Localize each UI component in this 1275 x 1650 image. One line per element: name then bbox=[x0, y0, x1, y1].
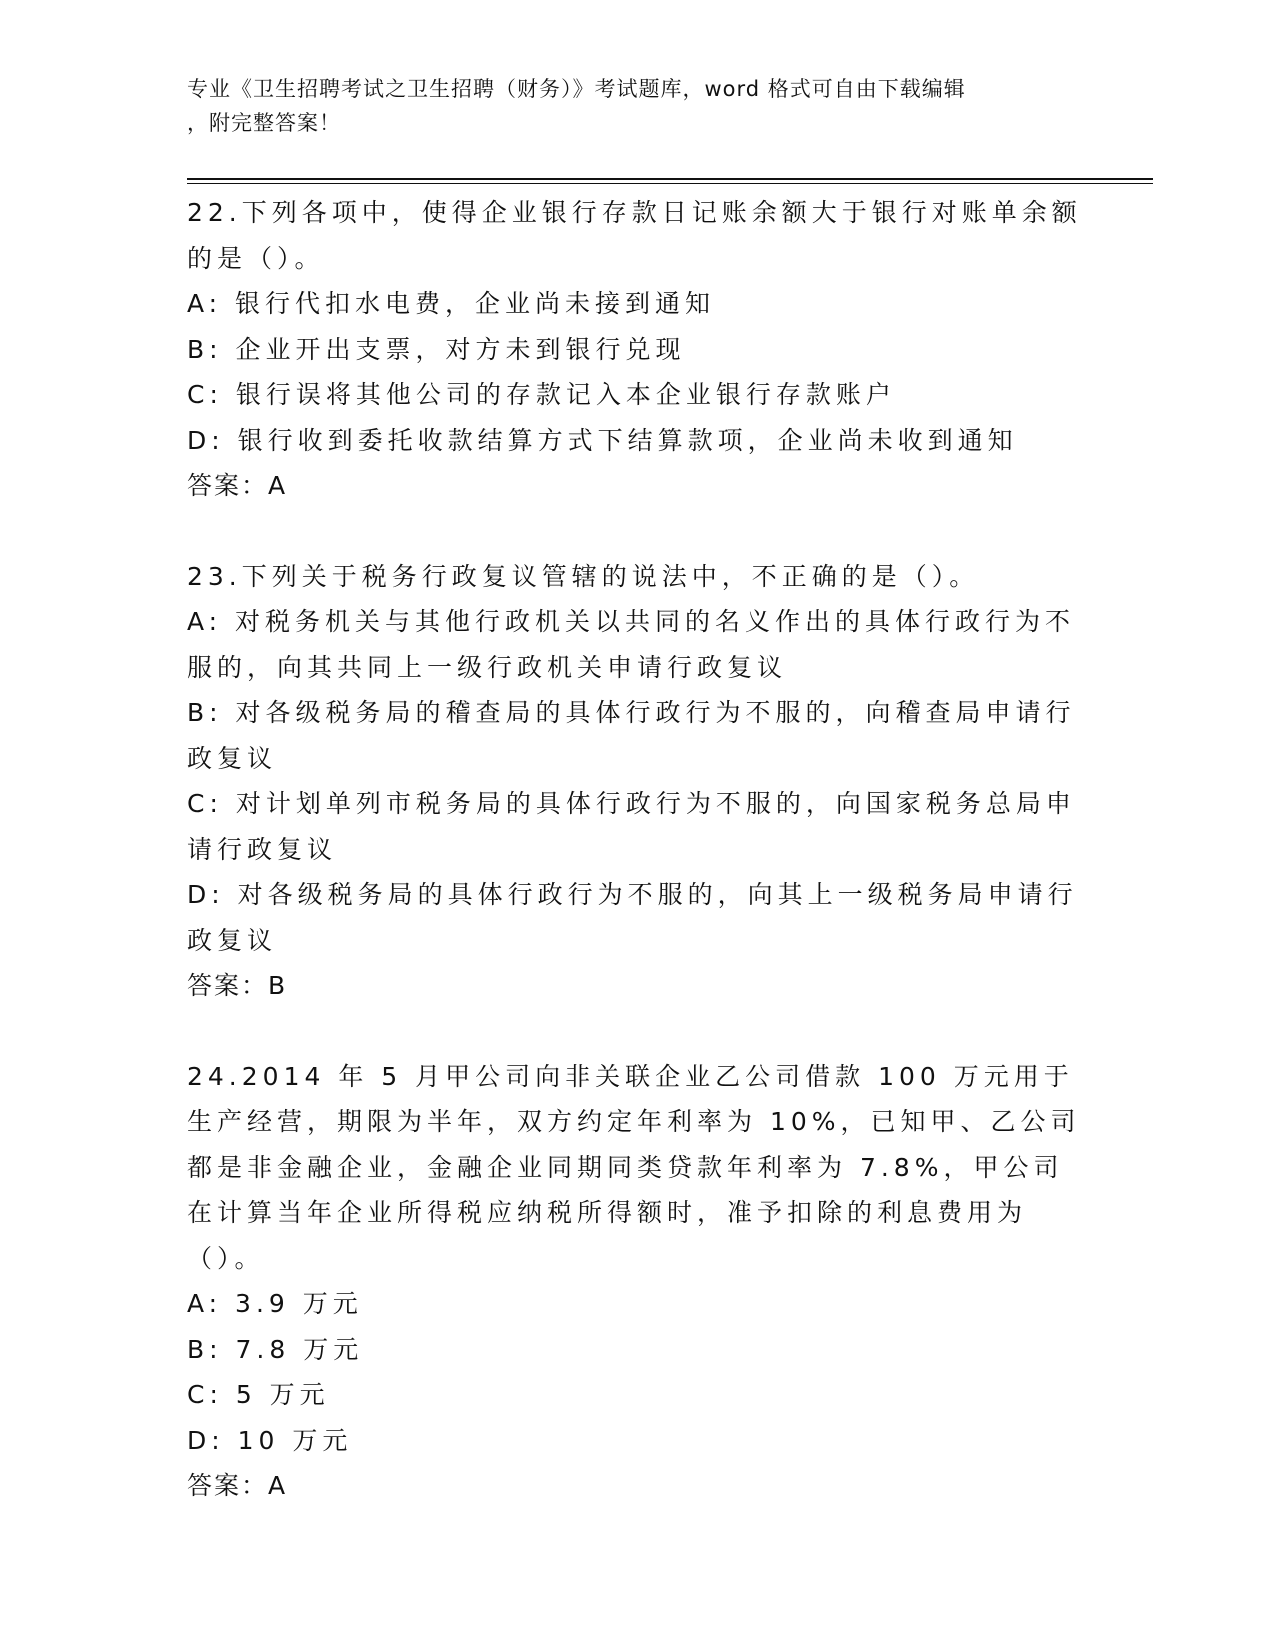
option-b: B: 对各级税务局的稽查局的具体行政行为不服的，向稽查局申请行政复议 bbox=[187, 698, 1076, 773]
answer-line: 答案：A bbox=[187, 471, 288, 500]
option-d: D: 10 万元 bbox=[187, 1425, 353, 1455]
header-divider bbox=[187, 178, 1153, 180]
option-c: C: 银行误将其他公司的存款记入本企业银行存款账户 bbox=[187, 380, 896, 409]
question-23 bbox=[187, 554, 1087, 1009]
option-b: B: 7.8 万元 bbox=[187, 1334, 364, 1364]
question-list bbox=[187, 190, 1087, 1509]
header-line-1: 专业《卫生招聘考试之卫生招聘（财务）》考试题库，word 格式可自由下载编辑 bbox=[187, 77, 966, 101]
header-divider-thin bbox=[187, 183, 1153, 184]
option-d: D: 银行收到委托收款结算方式下结算款项，企业尚未收到通知 bbox=[187, 425, 1018, 455]
header-line-2: ，附完整答案！ bbox=[187, 111, 341, 135]
option-d: D: 对各级税务局的具体行政行为不服的，向其上一级税务局申请行政复议 bbox=[187, 880, 1078, 955]
option-b: B: 企业开出支票，对方未到银行兑现 bbox=[187, 334, 686, 364]
option-a: A: 银行代扣水电费，企业尚未接到通知 bbox=[187, 289, 716, 318]
option-a: A: 对税务机关与其他行政机关以共同的名义作出的具体行政行为不服的，向其共同上一级行政机关申请行政复议 bbox=[187, 607, 1076, 682]
question-stem: 23.下列关于税务行政复议管辖的说法中，不正确的是（）。 bbox=[187, 561, 980, 591]
document-header bbox=[187, 72, 1067, 140]
answer-line: 答案：B bbox=[187, 971, 288, 1000]
question-stem: 24.2014 年 5 月甲公司向非关联企业乙公司借款 100 万元用于生产经营，期限为半年，双方约定年利率为 10%，已知甲、乙公司都是非金融企业，金融企业同期同类贷款年利率为 7.8%，甲公司在计算当年企业所得税应纳税所得额时，准予扣除的利息费用为（）。 bbox=[187, 1061, 1081, 1273]
question-stem: 22.下列各项中，使得企业银行存款日记账余额大于银行对账单余额的是（）。 bbox=[187, 198, 1082, 273]
question-24 bbox=[187, 1054, 1087, 1509]
answer-line: 答案：A bbox=[187, 1471, 288, 1500]
option-c: C: 对计划单列市税务局的具体行政行为不服的，向国家税务总局申请行政复议 bbox=[187, 789, 1076, 864]
option-a: A: 3.9 万元 bbox=[187, 1289, 363, 1318]
option-c: C: 5 万元 bbox=[187, 1380, 330, 1409]
question-22 bbox=[187, 190, 1087, 509]
